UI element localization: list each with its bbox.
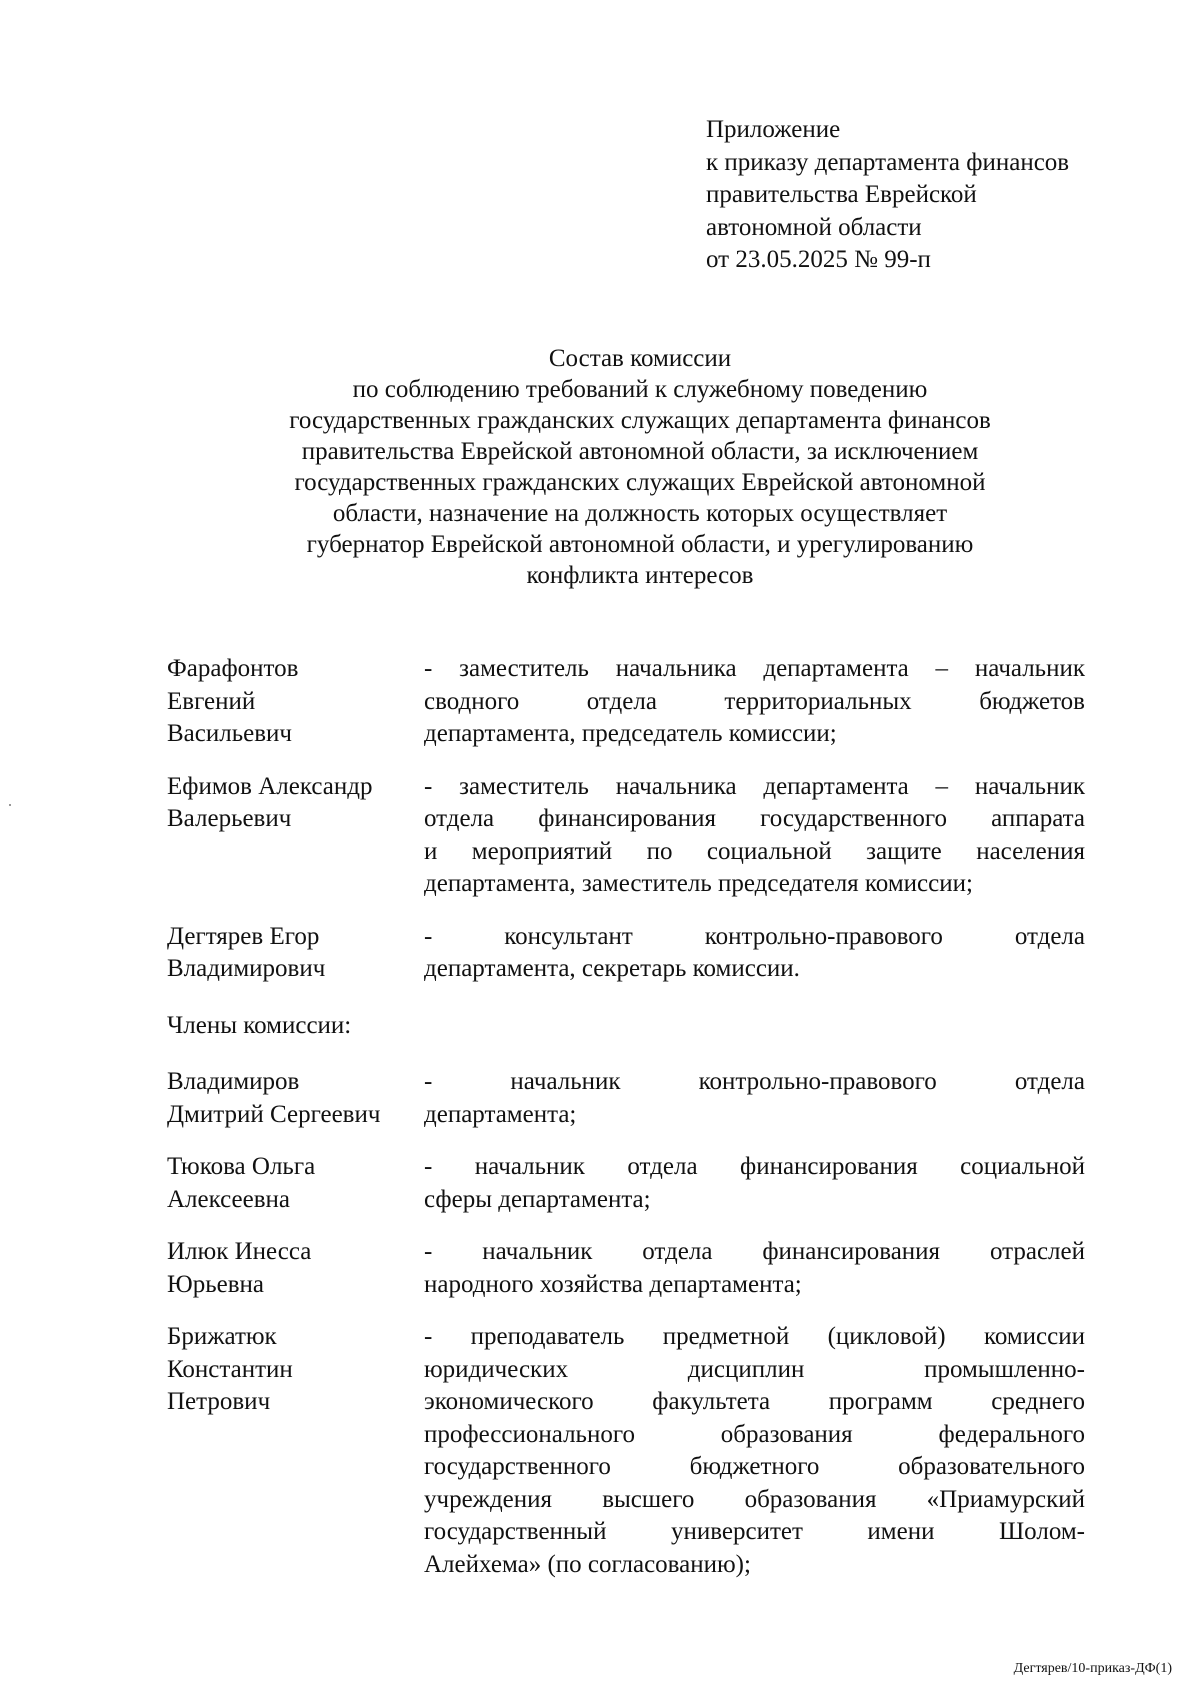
member-name-line: Дмитрий Сергеевич	[167, 1100, 381, 1128]
member-role-line: учреждения высшего образования «Приамурский	[424, 1485, 1085, 1513]
member-name-line: Евгений	[167, 687, 256, 715]
member-name-line: Илюк Инесса	[167, 1238, 312, 1265]
title-line: губернатор Еврейской автономной области, и урегулированию	[306, 531, 974, 558]
title-line: конфликта интересов	[526, 562, 754, 589]
member-role-line: экономического факультета программ среднего	[424, 1388, 1085, 1415]
member-role-line: профессионального образования федерального	[424, 1420, 1085, 1448]
member-role-line: и мероприятий по социальной защите населения	[424, 837, 1085, 865]
member-role-line: народного хозяйства департамента;	[424, 1270, 802, 1298]
commission-list	[167, 653, 1085, 1581]
annex-line: Приложение	[706, 116, 841, 143]
member-role-line: департамента;	[424, 1100, 577, 1128]
document-title	[180, 343, 1100, 591]
member-role-line: государственный университет имени Шолом-	[424, 1518, 1085, 1545]
title-line: государственных гражданских служащих Еврейской автономной	[294, 469, 986, 496]
annex-line: автономной области	[706, 213, 922, 241]
member-role	[424, 1066, 1085, 1131]
member-role-line: сводного отдела территориальных бюджетов	[424, 687, 1085, 715]
member-name	[167, 921, 424, 986]
member-entry	[167, 1151, 1085, 1216]
member-name-line: Алексеевна	[167, 1185, 291, 1213]
member-entry	[167, 921, 1085, 986]
title-line: области, назначение на должность которых осуществляет	[332, 500, 948, 527]
member-entry	[167, 1066, 1085, 1131]
document-code: Дегтярев/10-приказ-ДФ(1)	[1013, 1661, 1172, 1676]
member-name-line: Брижатюк	[167, 1323, 277, 1350]
member-name-line: Ефимов Александр	[167, 772, 373, 800]
member-role-line: департамента, председатель комиссии;	[424, 720, 837, 747]
member-entry	[167, 653, 1085, 751]
title-line: государственных гражданских служащих департамента финансов	[289, 407, 991, 434]
member-name-line: Владимиров	[167, 1068, 300, 1095]
members-section-label: Члены комиссии:	[167, 1011, 352, 1039]
member-role-line: - начальник контрольно-правового отдела	[424, 1068, 1085, 1095]
member-entry	[167, 771, 1085, 901]
title-line: правительства Еврейской автономной области, за исключением	[301, 438, 979, 465]
scan-speck	[9, 804, 11, 806]
member-name-line: Владимирович	[167, 955, 326, 982]
member-name-line: Петрович	[167, 1388, 271, 1415]
member-name-line: Васильевич	[167, 720, 292, 747]
member-role-line: департамента, секретарь комиссии.	[424, 955, 800, 982]
member-role-line: юридических дисциплин промышленно-	[424, 1355, 1085, 1383]
member-name	[167, 1321, 424, 1581]
member-role-line: - заместитель начальника департамента – начальник	[424, 655, 1085, 682]
annex-line: правительства Еврейской	[706, 181, 977, 208]
member-role-line: государственного бюджетного образовательного	[424, 1453, 1085, 1480]
member-role	[424, 653, 1085, 751]
member-role	[424, 921, 1085, 986]
member-role	[424, 1321, 1085, 1581]
member-name-line: Константин	[167, 1355, 293, 1383]
member-name-line: Тюкова Ольга	[167, 1153, 316, 1180]
title-line: Состав комиссии	[548, 345, 732, 372]
member-name	[167, 653, 424, 751]
member-name	[167, 1066, 424, 1131]
member-role	[424, 1151, 1085, 1216]
member-name	[167, 1236, 424, 1301]
member-role	[424, 771, 1085, 901]
member-entry	[167, 1321, 1085, 1581]
member-name	[167, 771, 424, 901]
annex-block	[706, 114, 1176, 277]
annex-line: от 23.05.2025 № 99-п	[706, 246, 931, 273]
member-role	[424, 1236, 1085, 1301]
member-name	[167, 1151, 424, 1216]
member-role-line: отдела финансирования государственного аппарата	[424, 805, 1085, 832]
member-role-line: - заместитель начальника департамента – начальник	[424, 772, 1085, 800]
member-role-line: департамента, заместитель председателя комиссии;	[424, 870, 973, 897]
member-role-line: - начальник отдела финансирования отраслей	[424, 1238, 1085, 1265]
member-role-line: - начальник отдела финансирования социальной	[424, 1153, 1085, 1180]
annex-line: к приказу департамента финансов	[706, 148, 1070, 176]
member-role-line: - преподаватель предметной (цикловой) комиссии	[424, 1323, 1085, 1350]
title-line: по соблюдению требований к служебному поведению	[352, 376, 928, 403]
member-entry	[167, 1236, 1085, 1301]
member-role-line: - консультант контрольно-правового отдела	[424, 922, 1085, 950]
member-name-line: Валерьевич	[167, 805, 292, 832]
member-role-line: сферы департамента;	[424, 1185, 651, 1213]
member-name-line: Дегтярев Егор	[167, 922, 320, 950]
member-name-line: Фарафонтов	[167, 655, 299, 682]
member-role-line: Алейхема» (по согласованию);	[424, 1550, 751, 1578]
member-name-line: Юрьевна	[167, 1270, 264, 1298]
